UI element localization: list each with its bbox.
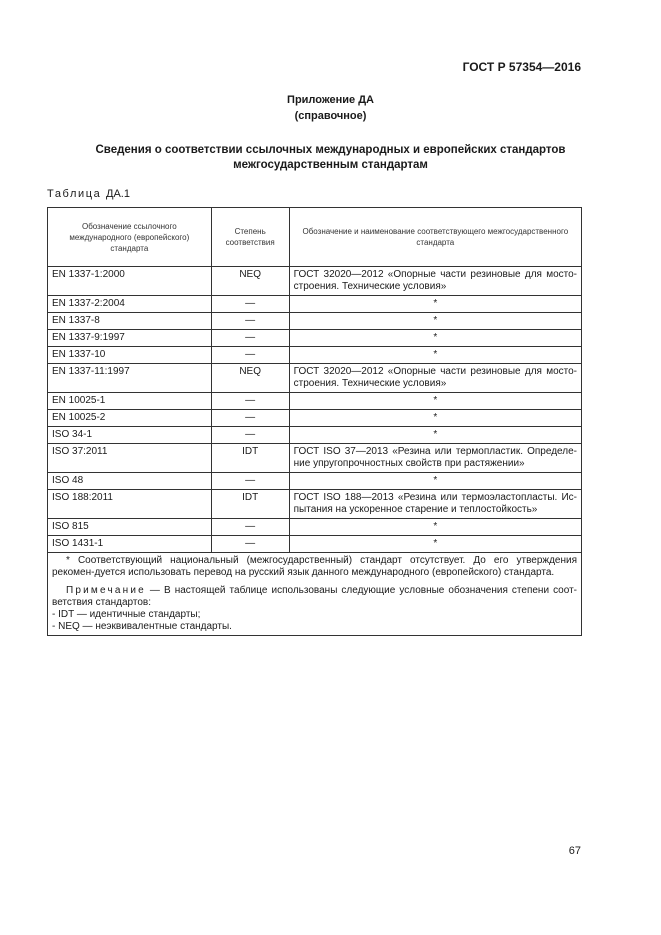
standard-cell: * [289, 347, 581, 364]
degree-cell: — [211, 296, 289, 313]
degree-cell: — [211, 313, 289, 330]
table-caption-number: ДА.1 [106, 188, 130, 200]
reference-cell: ISO 34-1 [48, 427, 212, 444]
note-item-neq: - NEQ — неэквивалентные стандарты. [52, 621, 232, 632]
degree-cell: — [211, 393, 289, 410]
table-header-row [48, 208, 582, 267]
standard-cell: * [289, 519, 581, 536]
table-row [48, 313, 582, 330]
section-title [60, 143, 601, 173]
reference-cell: EN 1337-10 [48, 347, 212, 364]
degree-cell: — [211, 347, 289, 364]
table-row [48, 427, 582, 444]
reference-cell: ISO 188:2011 [48, 490, 212, 519]
standard-cell: * [289, 536, 581, 553]
note-item-idt: - IDT — идентичные стандарты; [52, 609, 201, 620]
note-word: Примечание [66, 585, 146, 596]
table-row [48, 330, 582, 347]
standard-cell: * [289, 473, 581, 490]
note-text: — В настоящей таблице использованы следующие условные обозначения степени соот-ветствия стандартов: [52, 585, 577, 608]
reference-cell: ISO 48 [48, 473, 212, 490]
table-row [48, 410, 582, 427]
table-row [48, 536, 582, 553]
degree-cell: IDT [211, 444, 289, 473]
degree-cell: — [211, 536, 289, 553]
degree-cell: — [211, 427, 289, 444]
standard-cell: ГОСТ ISO 188—2013 «Резина или термоэластопласты. Ис-пытания на ускоренное старение и теплостойкость» [289, 490, 581, 519]
note [52, 585, 577, 609]
degree-cell: — [211, 410, 289, 427]
degree-cell: NEQ [211, 267, 289, 296]
annex-title: Приложение ДА [287, 94, 374, 106]
degree-cell: — [211, 473, 289, 490]
section-title-line-2: межгосударственным стандартам [233, 159, 428, 171]
table-row [48, 347, 582, 364]
reference-cell: ISO 815 [48, 519, 212, 536]
table-row [48, 364, 582, 393]
reference-cell: EN 1337-8 [48, 313, 212, 330]
table-row [48, 490, 582, 519]
header-degree: Степень соответствия [211, 208, 289, 267]
reference-cell: EN 10025-2 [48, 410, 212, 427]
reference-cell: ISO 1431-1 [48, 536, 212, 553]
standard-cell: ГОСТ 32020—2012 «Опорные части резиновые для мосто-строения. Технические условия» [289, 364, 581, 393]
standard-cell: * [289, 313, 581, 330]
reference-cell: EN 1337-11:1997 [48, 364, 212, 393]
table-row [48, 519, 582, 536]
reference-cell: EN 1337-1:2000 [48, 267, 212, 296]
standard-cell: * [289, 330, 581, 347]
header-interstate-standard: Обозначение и наименование соответствующего межгосударственного стандарта [289, 208, 581, 267]
standard-cell: ГОСТ ISO 37—2013 «Резина или термопластик. Определе-ние упругопрочностных свойств при растяжении» [289, 444, 581, 473]
header-reference-standard: Обозначение ссылочного международного (европейского) стандарта [48, 208, 212, 267]
footnote: * Соответствующий национальный (межгосударственный) стандарт отсутствует. До его утверждения рекомен-дуется использовать перевод на русский язык данного международного (европейского) стандарта. [52, 555, 577, 578]
standard-cell: * [289, 393, 581, 410]
annex-heading [0, 92, 661, 124]
table-caption-word: Таблица [47, 188, 102, 200]
standard-cell: ГОСТ 32020—2012 «Опорные части резиновые для мосто-строения. Технические условия» [289, 267, 581, 296]
degree-cell: IDT [211, 490, 289, 519]
table-row [48, 393, 582, 410]
degree-cell: — [211, 519, 289, 536]
standard-cell: * [289, 296, 581, 313]
page-number: 67 [568, 845, 581, 857]
table-caption [47, 188, 130, 200]
reference-cell: EN 1337-2:2004 [48, 296, 212, 313]
correspondence-table [47, 207, 582, 636]
reference-cell: EN 10025-1 [48, 393, 212, 410]
reference-cell: EN 1337-9:1997 [48, 330, 212, 347]
document-code: ГОСТ Р 57354—2016 [462, 60, 581, 74]
degree-cell: NEQ [211, 364, 289, 393]
reference-cell: ISO 37:2011 [48, 444, 212, 473]
standard-cell: * [289, 427, 581, 444]
section-title-line-1: Сведения о соответствии ссылочных международных и европейских стандартов [95, 144, 566, 156]
table-notes-row [48, 553, 582, 636]
annex-type: (справочное) [294, 110, 367, 122]
table-row [48, 444, 582, 473]
table-row [48, 296, 582, 313]
table-row [48, 267, 582, 296]
degree-cell: — [211, 330, 289, 347]
standard-cell: * [289, 410, 581, 427]
table-notes [48, 553, 582, 636]
table-row [48, 473, 582, 490]
